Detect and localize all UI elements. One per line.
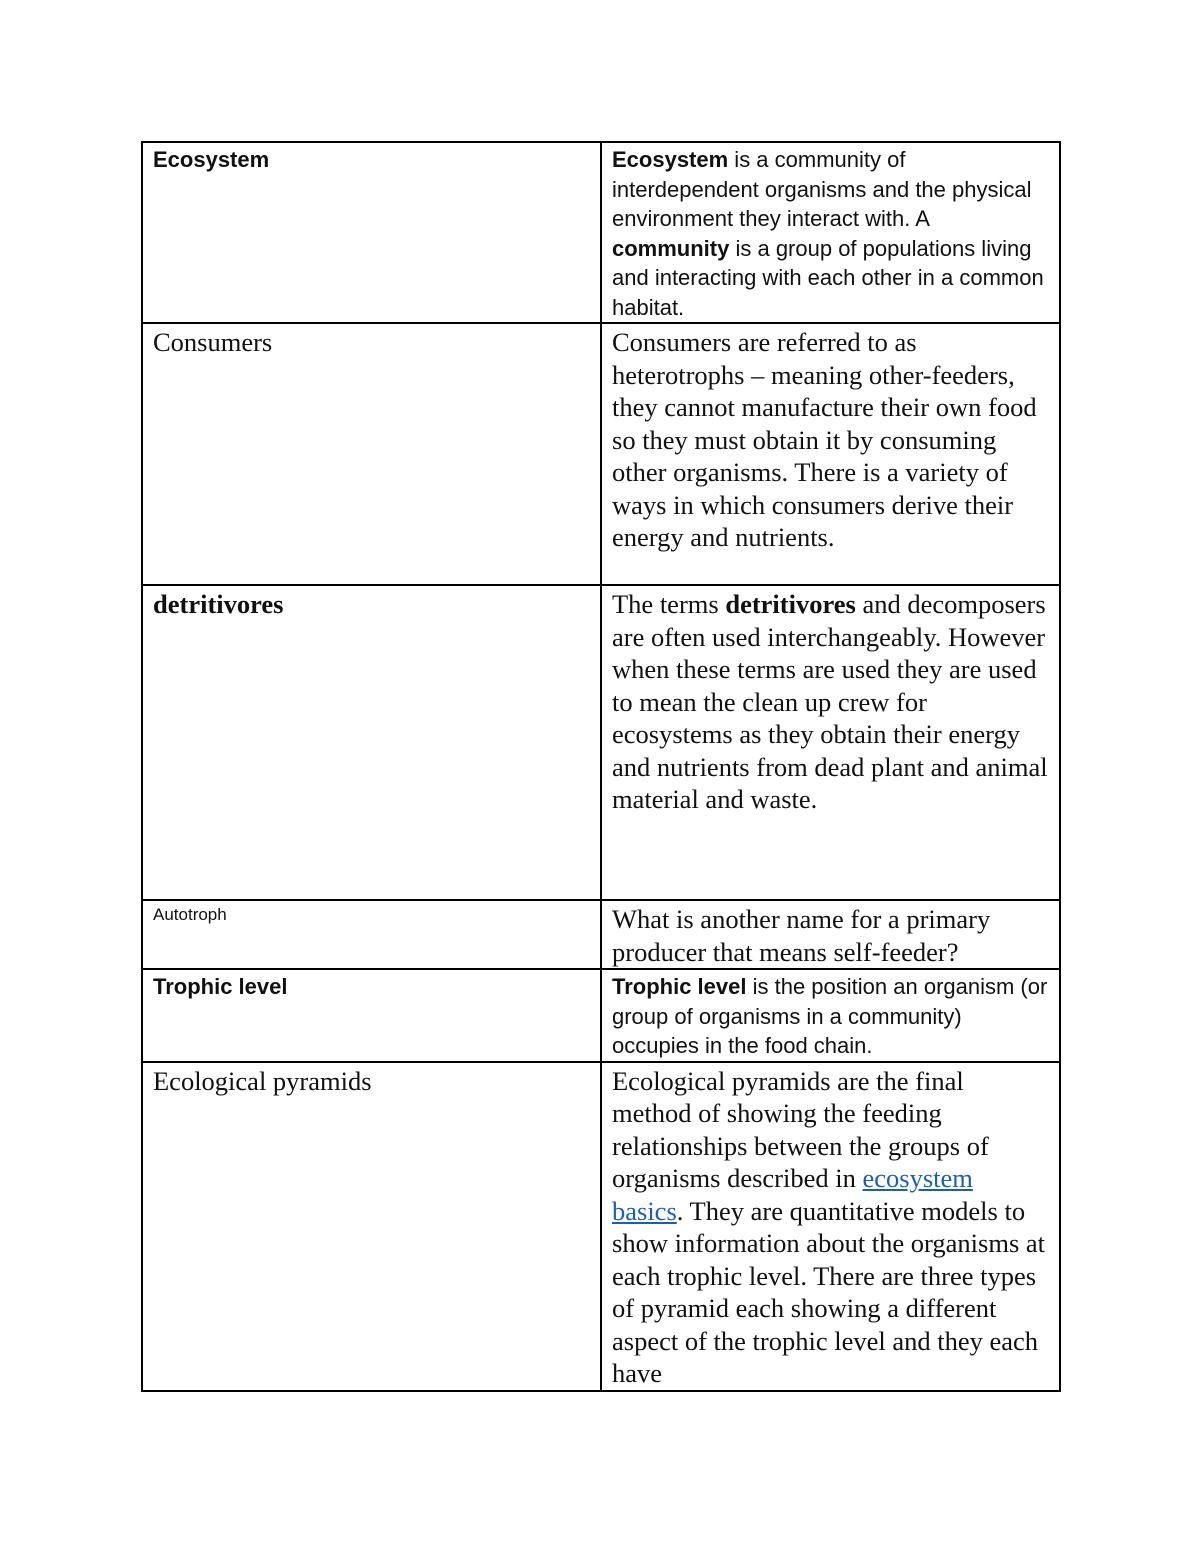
definition-cell [601, 142, 1060, 323]
definition-cell [601, 323, 1060, 585]
term-cell [142, 323, 601, 585]
term-trophic-level: Trophic level [153, 974, 288, 999]
ecosystem-basics-link[interactable]: ecosystem basics [612, 1163, 973, 1226]
definition-cell [601, 900, 1060, 969]
definition-ecosystem: Ecosystem is a community of interdependent organisms and the physical environment they interact with. A community is a group of populations living and interacting with each other in a common habitat. [612, 147, 1044, 320]
term-ecosystem: Ecosystem [153, 147, 270, 172]
term-ecological-pyramids: Ecological pyramids [153, 1065, 372, 1096]
definition-ecological-pyramids: Ecological pyramids are the final method of showing the feeding relationships between the groups of organisms described in ecosystem basics. They are quantitative models to show information about the organisms at each trophic level. There are three types of pyramid each showing a different aspect of the trophic level and they each have [612, 1065, 1046, 1388]
definition-consumers: Consumers are referred to as heterotrophs – meaning other-feeders, they cannot manufacture their own food so they must obtain it by consuming other organisms. There is a variety of ways in which consumers derive their energy and nutrients. [612, 327, 1037, 552]
definition-autotroph: What is another name for a primary producer that means self-feeder? [612, 904, 991, 967]
term-autotroph: Autotroph [153, 905, 227, 924]
table-row [142, 585, 1060, 900]
definition-cell [601, 969, 1060, 1062]
table-row [142, 323, 1060, 585]
table-row [142, 900, 1060, 969]
definition-cell [601, 585, 1060, 900]
term-cell [142, 969, 601, 1062]
definition-trophic-level: Trophic level is the position an organism (or group of organisms in a community) occupies in the food chain. [612, 974, 1048, 1058]
table-row [142, 969, 1060, 1062]
term-cell [142, 900, 601, 969]
definition-cell [601, 1062, 1060, 1391]
term-cell [142, 585, 601, 900]
glossary-table [141, 141, 1061, 1392]
definition-detritivores: The terms detritivores and decomposers are often used interchangeably. However when these terms are used they are used to mean the clean up crew for ecosystems as they obtain their energy and nutrients from dead plant and animal material and waste. [612, 589, 1048, 814]
term-cell [142, 142, 601, 323]
term-detritivores: detritivores [153, 589, 284, 619]
table-row [142, 142, 1060, 323]
term-cell [142, 1062, 601, 1391]
term-consumers: Consumers [153, 327, 273, 357]
table-row [142, 1062, 1060, 1391]
